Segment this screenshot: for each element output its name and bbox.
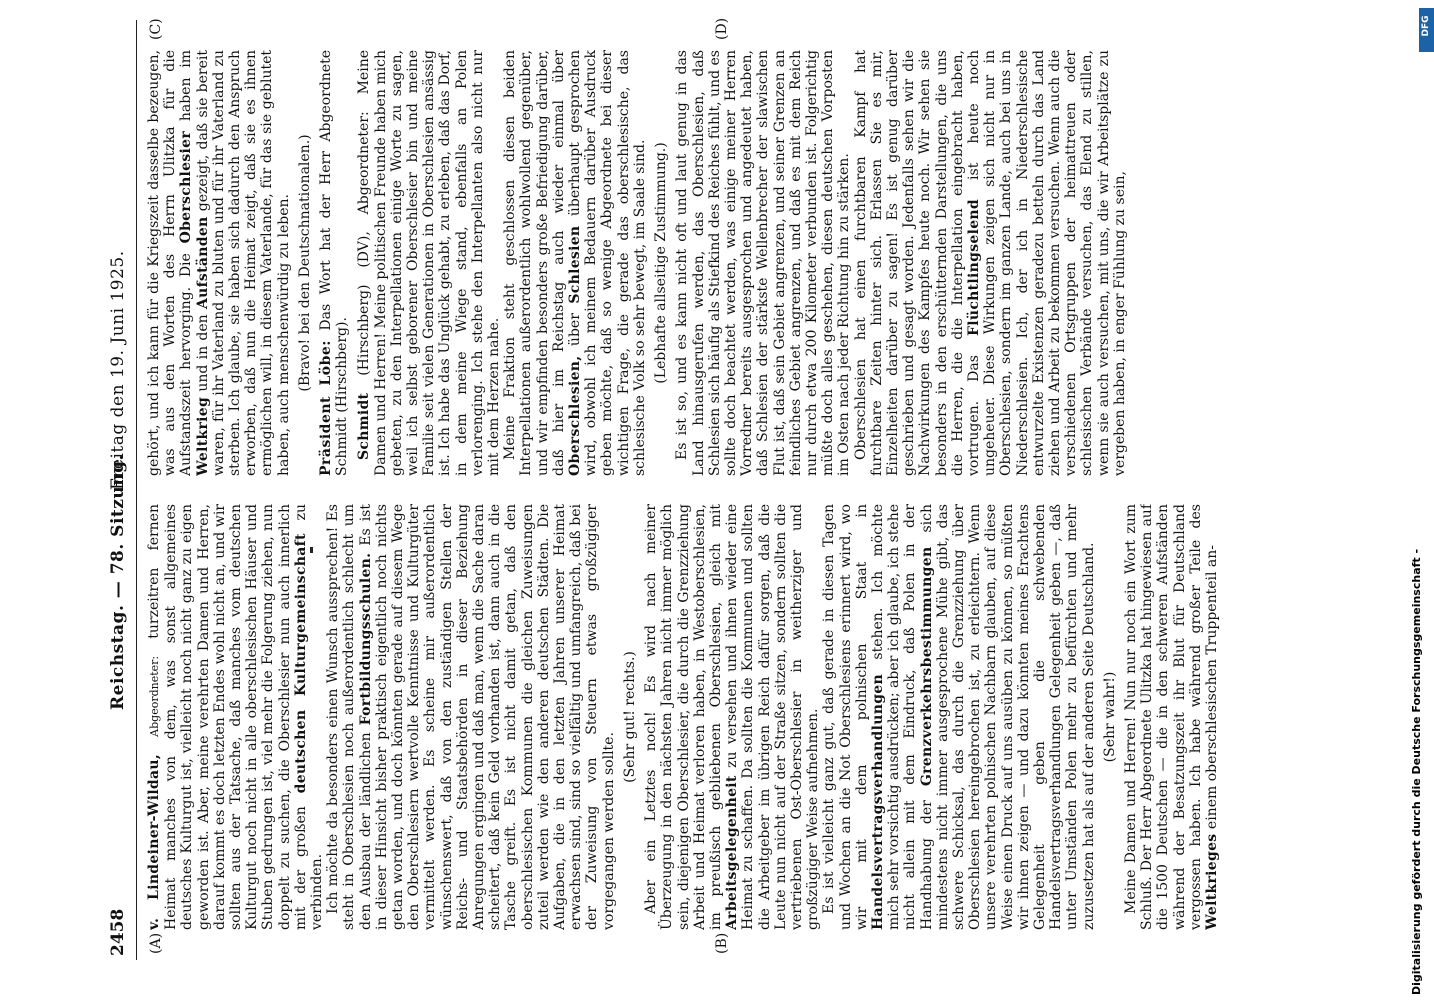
speech-text: haben im [178, 50, 195, 122]
dfg-logo [1419, 8, 1434, 52]
speech-text: ist heute noch ungeheuer. Diese Wirkungen zeigen sich nicht nur in Oberschlesien, sondern im ganzen Lande, auch bei uns in Niederschlesien. Ich, der ich in Niederschlesische entwurzelte Existenzen geradezu betteln durch das Land ziehen und Arbeit zu bekommen versuchen. Wenn auch die verschiedenen Ortsgruppen der heimattreuen oder schlesischen Verbände versuchen, das Elend zu stillen, wenn sie auch versuchen, mit uns, die wir Arbeitsplätze zu vergeben haben, in enger Fühlung zu sein, [965, 50, 1128, 476]
rotated-page-content [102, 17, 1402, 960]
speech-paragraph [674, 50, 852, 476]
speech-paragraph [502, 50, 648, 476]
speaker-name: v. Lindeiner-Wildau, [146, 753, 162, 930]
speech-text: gezeigt, daß sie bereit waren, für ihr Vaterland zu bluten und für ihr Vaterland zu sterben. Ich glaube, sie haben sich dadurch den Anspruch erworben, daß nun die Heimat zeigt, daß sie es ihnen ermöglichen will, in diesem Vaterlande, für das sie geblutet haben, auch menschenwürdig zu leben. [194, 50, 292, 476]
emphasis-term: Oberschlesien, [567, 355, 584, 476]
presider-text: Das Wort hat der Herr Abgeordnete Schmidt (Hirschberg). [318, 50, 351, 476]
speech-paragraph [1123, 504, 1220, 930]
speech-text: Meine Damen und Herren! Nun nur noch ein Wort zum Schluß. Der Herr Abgeordnete Ulitzka hat hingewiesen auf die 1500 Deutschen — die in den schweren Aufständen während der Besatzungszeit ihr Blut für Deutschland vergossen haben. Ich habe während großer Teile des [1122, 504, 1204, 930]
dfg-logo-text: DFG [1421, 15, 1431, 37]
speech-text: (Hirschberg) (DV), Abgeordneter: Meine Damen und Herren! Meine politischen Freunde haben mich gebeten, zu den Interpellationen einige Worte zu sagen, weil ich selbst geborener Oberschlesier bin und meine Familie seit vielen Generationen in Oberschlesien ansässig ist. Ich habe das Unglück gehabt, zu erleben, daß das Dorf, in dem meine Wiege stand, ebenfalls an Polen verlorenging. Ich stehe den Interpellanten also nicht nur mit dem Herzen nahe. [356, 50, 503, 476]
emphasis-term: Weltkrieges [1204, 833, 1220, 930]
interjection: (Bravo! bei den Deutschnationalen.) [296, 134, 313, 392]
session-date: Freitag den 19. Juni 1925. [108, 250, 128, 490]
emphasis-term: Oberschlesier [178, 130, 195, 244]
margin-mark-c: (C) [148, 18, 164, 40]
speech-text: zu verbinden. [292, 504, 326, 930]
emphasis-term: Schlesien [567, 225, 584, 304]
speech-text: einem oberschlesischen Truppenteil an- [1204, 544, 1220, 830]
speech-paragraph [146, 504, 325, 930]
speech-paragraph [853, 50, 1128, 476]
digitization-credit: Digitalisierung gefördert durch die Deutsche Forschungsgemeinschaft - [1410, 548, 1423, 995]
speech-text: gehört, und ich kann für die Kriegszeit dasselbe bezeugen, was aus den Worten des Herrn Ulitzka für die Aufstandszeit hervorging. Die [146, 50, 195, 476]
margin-mark-d: (D) [714, 17, 730, 40]
speech-text: überhaupt gesprochen wird, obwohl ich meinem Bedauern darüber Ausdruck geben möchte, daß so wenige Abgeordnete bei dieser wichtigen Frage, die gerade das oberschlesische, das schlesische Volk so sehr bewegt, im Saale sind. [567, 50, 648, 476]
emphasis-term: Arbeitsgelegenheit [724, 775, 741, 930]
speech-text: stehen. Ich möchte mich sehr vorsichtig ausdrücken; aber ich glaube, ich stehe nicht allein mit dem Eindruck, daß Polen in der Handhabung der [869, 504, 935, 930]
interjection: (Sehr wahr!) [1101, 671, 1118, 763]
margin-mark-a: (A) [148, 932, 164, 954]
speaker-role: Abgeordneter: [148, 655, 161, 737]
interjection: (Lebhafte allseitige Zustimmung.) [653, 142, 670, 384]
emphasis-term: Flüchtlingselend [965, 199, 982, 337]
emphasis-term: Weltkrieg [194, 396, 211, 476]
speech-text: Oberschlesien hat einen furchtbaren Kampf hat furchtbare Zeiten hinter sich. Erlassen Sie es mir, Einzelheiten darüber zu sagen! Es ist genug darüber geschrieben und gesagt worden. Jedenfalls sehen wir die Nachwirkungen des Kampfes heute noch. Wir sehen sie besonders in den erschütternden Darstellungen, die uns die Herren, die die Interpellation eingebracht haben, vortrugen. Das [852, 50, 982, 476]
speaker-name: Schmidt [356, 392, 373, 460]
margin-mark-b: (B) [714, 932, 730, 954]
speech-paragraph [821, 504, 1096, 930]
presider-name: Präsident Löbe: [318, 340, 335, 476]
page-number: 2458 [108, 908, 128, 956]
speech-text: Es ist in dieser Hinsicht bisher praktisch eigentlich noch nichts getan worden, und doch könnten gerade auf diesem Wege den Oberschlesiern wertvolle Kenntnisse und Kulturgüter vermittelt werden. Es scheine mir außerordentlich wünschenswert, daß von den zuständigen Stellen der Reichs- und Staatsbehörden in dieser Beziehung Anregungen ergingen und daß man, wenn die Sache daran scheitert, daß kein Geld vorhanden ist, dann auch in die Tasche greift. Es ist nicht damit getan, daß den oberschlesischen Kommunen die gleichen Zuweisungen zuteil werden wie den anderen deutschen Städten. Die Aufgaben, die in den letzten Jahren unserer Heimat erwachsen sind, sind so vielfältig und umfangreich, daß bei der Zuweisung von Steuern etwas großzügiger vorgegangen werden sollte. [357, 504, 617, 930]
running-head [102, 20, 137, 960]
speech-text: Es ist so, und es kann nicht oft und laut genug in das Land hinausgerufen werden, das Oberschlesien, daß Schlesien sich häufig als Stiefkind des Reiches fühlt, und es sollte doch beachtet werden, was einige meiner Herren Vorredner bereits ausgesprochen und angedeutet haben, daß Schlesien der stärkste Wellenbrecher der slawischen Flut ist, daß sein Gebiet angrenzen, und seiner Grenzen an feindliches Gebiet angrenzen, und daß es mit dem Reich nur durch etwa 200 Kilometer verbunden ist. Folgerichtig müßte doch alles geschehen, diesen deutschen Vorposten im Osten nach jeder Richtung hin zu stärken. [674, 50, 853, 476]
speech-text: über [567, 313, 584, 347]
speech-text: sich mindestens nicht immer ausgesprochene Mühe gibt, das schwere Schicksal, das durch die Grenzziehung über Oberschlesien hereingebrochen ist, zu erleichtern. Wenn unsere verehrten polnischen Nachbarn glauben, auf diese Weise einen Druck auf uns ausüben zu können, so müßten wir ihnen zeigen — und dazu könnten meines Erachtens Gelegenheit geben die schwebenden Handelsvertragsverhandlungen Gelegenheit geben —, daß unter Umständen Polen mehr zu befürchten und mehr zuzusetzen hat als auf der anderen Seite Deutschland. [918, 504, 1097, 930]
emphasis-term: Fortbildungsschulen. [357, 552, 374, 726]
speech-text: turzeitren fernen Heimat manches von dem, was sonst allgemeines deutsches Kulturgut ist, vielleicht noch nicht ganz zu eigen geworden ist. Aber, meine verehrten Damen und Herren, darauf kommt es doch letzten Endes wohl nicht an, und wir sollten aus der Tatsache, daß manches vom deutschen Kulturgut noch nicht in alle oberschlesischen Häuser und Stuben gedrungen ist, viel mehr die Folgerung ziehen, nun doppelt zu suchen, die Oberschlesier nun auch innerlich mit der großen [146, 504, 309, 930]
emphasis-term: Grenzverkehrsbestimmungen [918, 546, 935, 787]
emphasis-term: Aufständen [194, 216, 211, 310]
speech-paragraph [325, 504, 617, 930]
emphasis-term: deutschen Kulturgemeinschaft [292, 533, 309, 794]
speech-text: Meine Fraktion steht geschlossen diesen beiden Interpellationen außerordentlich wohlwollend gegenüber, und wir empfinden besonders große Befriedigung darüber, daß hier im Reichstag auch wieder einmal über [502, 50, 567, 476]
session-title: Reichstag. — 78. Sitzung. [108, 454, 128, 710]
speech-text: Aber ein Letztes noch! Es wird nach meiner Überzeugung in den nächsten Jahren nicht immer möglich sein, diejenigen Oberschlesier, die durch die Grenzziehung Arbeit und Heimat verloren haben, in Westoberschlesien, im preußisch gebliebenen Oberschlesien, gleich mit [643, 504, 724, 930]
speech-text: Es ist vielleicht ganz gut, daß gerade in diesen Tagen und Wochen an die Not Oberschlesiens erinnert wird, wo wir mit dem polnischen Staat in [821, 504, 870, 930]
emphasis-term: Handelsvertragsverhandlungen [869, 674, 886, 930]
speech-text: Ich möchte da besonders einen Wunsch aussprechen! Es steht in Oberschlesien noch außerordentlich schlecht um den Ausbau der ländlichen [325, 504, 374, 930]
speech-paragraph [146, 50, 292, 476]
speech-text: zu versehen und ihnen wieder eine Heimat zu schaffen. Da sollten die Kommunen und sollten die Arbeitgeber im übrigen Reich dafür sorgen, daß die Leute nun nicht auf der Straße sitzen, sondern sollten die vertriebenen Ost-Oberschlesier in weitherziger und großzügiger Weise aufnehmen. [724, 504, 822, 930]
interjection: (Sehr gut! rechts.) [621, 651, 638, 783]
speech-paragraph [356, 50, 502, 476]
left-column [146, 504, 1396, 930]
speech-text: und in den [194, 314, 211, 392]
presider-paragraph [318, 50, 350, 476]
speech-paragraph [643, 504, 821, 930]
right-column [146, 50, 1396, 476]
